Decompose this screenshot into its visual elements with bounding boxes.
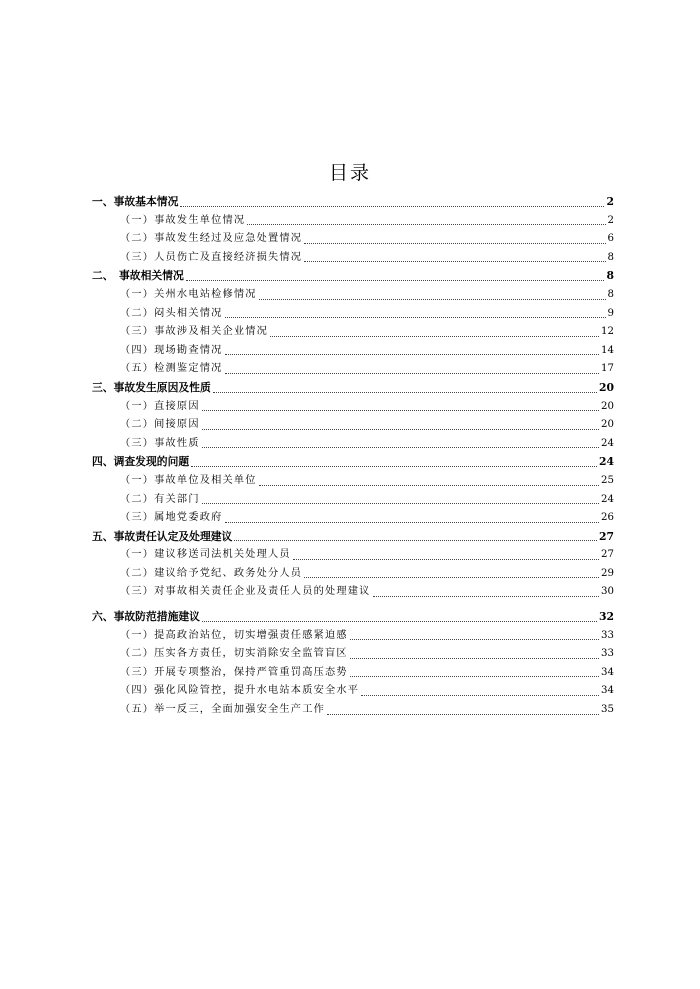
toc-subsection-entry[interactable] xyxy=(92,286,614,305)
toc-dot-leader xyxy=(202,429,599,430)
toc-entry-label: （一）事故单位及相关单位 xyxy=(120,474,257,486)
toc-page-number: 24 xyxy=(601,493,614,505)
toc-entry-label: 六、事故防范措施建议 xyxy=(92,610,200,624)
toc-dot-leader xyxy=(202,447,599,448)
toc-dot-leader xyxy=(327,714,599,715)
toc-entry-label: （五）检测鉴定情况 xyxy=(120,363,223,375)
toc-entry-label: （二）事故发生经过及应急处置情况 xyxy=(120,233,303,245)
toc-entry-label: （一）直接原因 xyxy=(120,400,200,412)
toc-dot-leader xyxy=(304,577,599,578)
toc-dot-leader xyxy=(304,243,605,244)
table-of-contents xyxy=(92,193,614,720)
toc-entry-label: 二、 事故相关情况 xyxy=(92,269,184,283)
toc-dot-leader xyxy=(202,410,599,411)
toc-dot-leader xyxy=(350,676,599,677)
toc-section-entry[interactable] xyxy=(92,267,614,286)
toc-dot-leader xyxy=(191,466,597,467)
toc-dot-leader xyxy=(186,280,605,281)
toc-entry-label: 五、事故责任认定及处理建议 xyxy=(92,529,233,543)
toc-subsection-entry[interactable] xyxy=(92,565,614,584)
toc-dot-leader xyxy=(293,559,599,560)
toc-entry-label: （四）现场勘查情况 xyxy=(120,344,223,356)
toc-entry-label: （一）事故发生单位情况 xyxy=(120,214,246,226)
toc-subsection-entry[interactable] xyxy=(92,627,614,646)
toc-page-number: 2 xyxy=(606,195,614,208)
toc-entry-label: （二）闷头相关情况 xyxy=(120,307,223,319)
toc-subsection-entry[interactable] xyxy=(92,323,614,342)
toc-page-number: 34 xyxy=(601,685,614,697)
toc-page-number: 6 xyxy=(607,233,614,245)
toc-page-number: 24 xyxy=(601,437,614,449)
toc-dot-leader xyxy=(361,695,599,696)
toc-entry-label: （一）关州水电站检修情况 xyxy=(120,288,257,300)
toc-dot-leader xyxy=(304,261,605,262)
toc-subsection-entry[interactable] xyxy=(92,416,614,435)
toc-section-entry[interactable] xyxy=(92,608,614,627)
toc-dot-leader xyxy=(202,621,597,622)
toc-page-number: 26 xyxy=(601,512,614,524)
toc-page-number: 8 xyxy=(607,251,614,263)
toc-page-number: 9 xyxy=(607,307,614,319)
toc-dot-leader xyxy=(225,317,606,318)
toc-page-number: 35 xyxy=(601,704,614,716)
toc-page-number: 34 xyxy=(601,666,614,678)
toc-subsection-entry[interactable] xyxy=(92,682,614,701)
toc-entry-label: （三）开展专项整治，保持严管重罚高压态势 xyxy=(120,666,348,678)
toc-entry-label: 四、调查发现的问题 xyxy=(92,455,190,469)
toc-page-number: 12 xyxy=(601,326,614,338)
toc-dot-leader xyxy=(225,354,600,355)
toc-page-number: 33 xyxy=(601,648,614,660)
toc-entry-label: （三）人员伤亡及直接经济损失情况 xyxy=(120,251,303,263)
toc-page-number: 29 xyxy=(601,567,614,579)
toc-subsection-entry[interactable] xyxy=(92,435,614,454)
toc-dot-leader xyxy=(373,596,600,597)
toc-subsection-entry[interactable] xyxy=(92,398,614,417)
toc-page-number: 25 xyxy=(601,474,614,486)
toc-dot-leader xyxy=(247,224,605,225)
toc-subsection-entry[interactable] xyxy=(92,212,614,231)
toc-section-entry[interactable] xyxy=(92,453,614,472)
toc-page-number: 2 xyxy=(607,214,614,226)
toc-dot-leader xyxy=(350,639,599,640)
toc-page-number: 8 xyxy=(607,288,614,300)
toc-dot-leader xyxy=(225,373,600,374)
toc-subsection-entry[interactable] xyxy=(92,546,614,565)
toc-subsection-entry[interactable] xyxy=(92,230,614,249)
toc-dot-leader xyxy=(225,522,600,523)
page-title: 目录 xyxy=(328,162,371,184)
toc-subsection-entry[interactable] xyxy=(92,249,614,268)
toc-subsection-entry[interactable] xyxy=(92,360,614,379)
toc-subsection-entry[interactable] xyxy=(92,701,614,720)
toc-dot-leader xyxy=(259,485,599,486)
toc-subsection-entry[interactable] xyxy=(92,305,614,324)
toc-page-number: 27 xyxy=(601,549,614,561)
toc-dot-leader xyxy=(270,336,599,337)
toc-page-number: 8 xyxy=(606,269,614,283)
toc-dot-leader xyxy=(213,392,597,393)
toc-subsection-entry[interactable] xyxy=(92,342,614,361)
toc-entry-label: （二）有关部门 xyxy=(120,493,200,505)
toc-entry-label: （三）对事故相关责任企业及责任人员的处理建议 xyxy=(120,586,371,598)
toc-entry-label: （三）事故涉及相关企业情况 xyxy=(120,326,269,338)
toc-subsection-entry[interactable] xyxy=(92,491,614,510)
toc-section-entry[interactable] xyxy=(92,379,614,398)
toc-entry-label: 一、事故基本情况 xyxy=(92,195,179,208)
toc-subsection-entry[interactable] xyxy=(92,509,614,528)
toc-page-number: 14 xyxy=(601,344,614,356)
toc-dot-leader xyxy=(350,658,599,659)
toc-subsection-entry[interactable] xyxy=(92,583,614,602)
toc-entry-label: 三、事故发生原因及性质 xyxy=(92,380,211,394)
toc-page-number: 30 xyxy=(601,586,614,598)
toc-dot-leader xyxy=(202,503,599,504)
toc-page-number: 33 xyxy=(601,629,614,641)
toc-page-number: 20 xyxy=(598,380,614,394)
toc-subsection-entry[interactable] xyxy=(92,645,614,664)
toc-page-number: 20 xyxy=(601,419,614,431)
toc-dot-leader xyxy=(259,299,606,300)
toc-page-number: 32 xyxy=(598,610,614,624)
toc-page-number: 24 xyxy=(598,455,614,469)
toc-entry-label: （三）事故性质 xyxy=(120,437,200,449)
toc-subsection-entry[interactable] xyxy=(92,664,614,683)
toc-page-number: 17 xyxy=(601,363,614,375)
toc-entry-label: （二）建议给予党纪、政务处分人员 xyxy=(120,567,303,579)
toc-entry-label: （三）属地党委政府 xyxy=(120,512,223,524)
toc-entry-label: （一）建议移送司法机关处理人员 xyxy=(120,549,291,561)
toc-entry-label: （二）间接原因 xyxy=(120,419,200,431)
toc-section-entry[interactable] xyxy=(92,528,614,547)
toc-dot-leader xyxy=(234,540,597,541)
toc-section-entry[interactable] xyxy=(92,193,614,212)
toc-subsection-entry[interactable] xyxy=(92,472,614,491)
toc-page-number: 27 xyxy=(598,529,614,543)
toc-entry-label: （五）举一反三，全面加强安全生产工作 xyxy=(120,704,325,716)
toc-page-number: 20 xyxy=(601,400,614,412)
toc-dot-leader xyxy=(180,206,604,207)
toc-entry-label: （二）压实各方责任，切实消除安全监管盲区 xyxy=(120,648,348,660)
toc-entry-label: （一）提高政治站位，切实增强责任感紧迫感 xyxy=(120,629,348,641)
toc-entry-label: （四）强化风险管控，提升水电站本质安全水平 xyxy=(120,685,360,697)
